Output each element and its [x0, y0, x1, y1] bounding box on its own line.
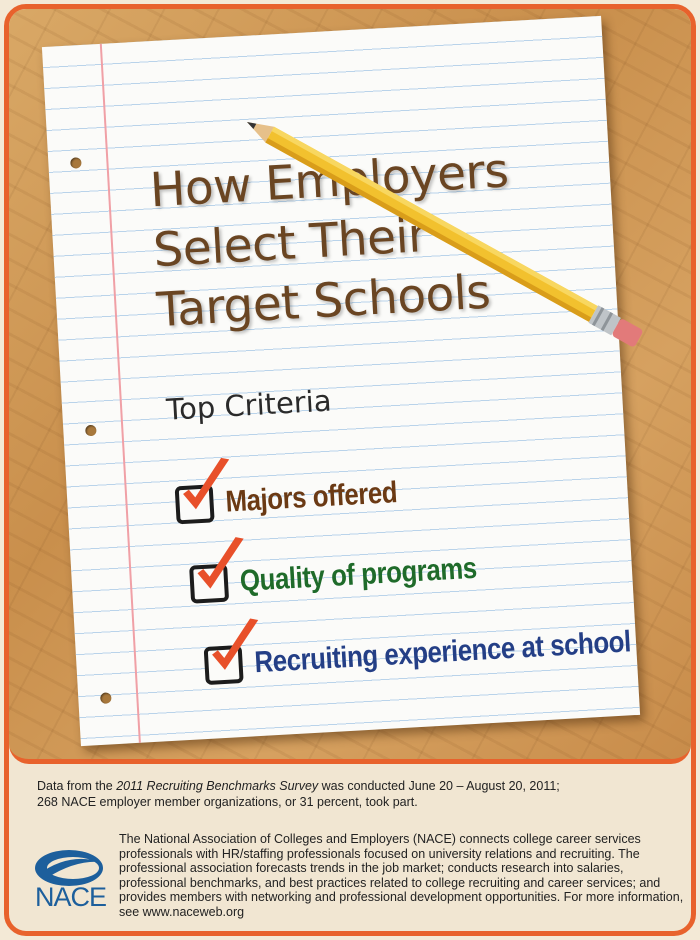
criterion-label: Recruiting experience at school [253, 625, 632, 680]
margin-line [100, 44, 141, 743]
survey-line-2: 268 NACE employer member organizations, or 31 percent, took part. [37, 795, 418, 809]
survey-suffix: was conducted June 20 – August 20, 2011; [318, 779, 560, 793]
survey-prefix: Data from the [37, 779, 117, 793]
checkbox-icon [189, 564, 229, 604]
notebook-paper [42, 16, 640, 746]
paper-hole [100, 692, 112, 704]
logo-text: NACE [35, 882, 107, 912]
title-line-2: Select Their [151, 208, 429, 279]
checkbox-icon [175, 484, 215, 524]
title-line-3: Target Schools [155, 264, 492, 339]
info-section [9, 764, 691, 936]
paper-hole [70, 157, 82, 169]
survey-note [37, 778, 657, 810]
criterion-label: Quality of programs [239, 551, 478, 598]
criterion-majors [175, 473, 426, 525]
subtitle: Top Criteria [165, 383, 333, 427]
survey-name: 2011 Recruiting Benchmarks Survey [116, 779, 319, 793]
nace-logo [29, 846, 115, 916]
criterion-recruiting [204, 620, 693, 685]
criterion-quality [189, 548, 516, 604]
title-line-1: How Employers [148, 143, 510, 219]
poster-frame [4, 4, 696, 936]
paper-hole [85, 425, 97, 437]
about-nace: The National Association of Colleges and Employers (NACE) connects college career services professionals with HR/staffing professionals focused on university relations and recruiting. The professional association forecasts trends in the job market; conducts research into salaries, professional benchmarks, and best practices related to college recruiting and career services; and provides members with networking and professional development opportunities. For more information, see www.naceweb.org [119, 832, 684, 919]
wood-background [9, 9, 691, 764]
criterion-label: Majors offered [224, 476, 398, 519]
checkbox-icon [204, 645, 244, 685]
